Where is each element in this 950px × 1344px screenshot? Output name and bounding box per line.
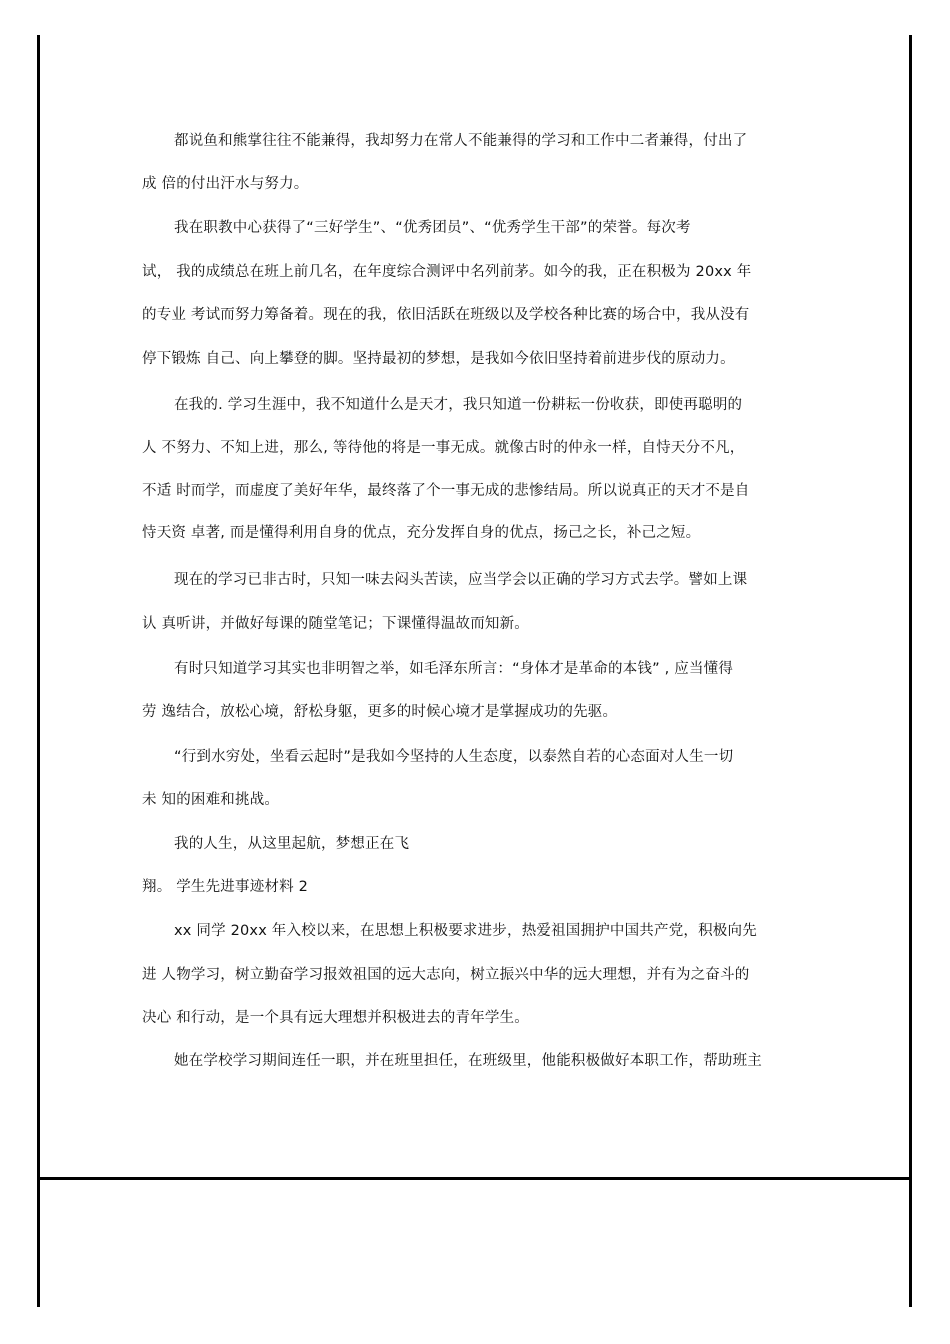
paragraph-line: 未 知的困难和挑战。 xyxy=(142,792,280,808)
paragraph-line: 进 人物学习，树立勤奋学习报效祖国的远大志向，树立振兴中华的远大理想，并有为之奋斗的 xyxy=(142,967,750,983)
paragraph-line: 不适 时而学，而虚度了美好年华，最终落了个一事无成的悲惨结局。所以说真正的天才不是自 xyxy=(142,483,750,499)
page-border-left xyxy=(37,35,40,1307)
paragraph-line: 的专业 考试而努力筹备着。现在的我，依旧活跃在班级以及学校各种比赛的场合中，我从没有 xyxy=(142,307,750,323)
paragraph-line: 现在的学习已非古时，只知一味去闷头苦读，应当学会以正确的学习方式去学。譬如上课 xyxy=(174,572,748,588)
page-border-right xyxy=(909,35,912,1307)
paragraph-line: 我的人生，从这里起航，梦想正在飞 xyxy=(174,836,410,852)
paragraph-line: 成 倍的付出汗水与努力。 xyxy=(142,176,309,192)
paragraph-line: 劳 逸结合，放松心境，舒松身躯，更多的时候心境才是掌握成功的先驱。 xyxy=(142,704,618,720)
paragraph-line: 恃天资 卓著, 而是懂得利用自身的优点，充分发挥自身的优点，扬己之长，补己之短。 xyxy=(142,525,701,541)
paragraph-line: 都说鱼和熊掌往往不能兼得，我却努力在常人不能兼得的学习和工作中二者兼得，付出了 xyxy=(174,133,748,149)
paragraph-line: 她在学校学习期间连任一职，并在班里担任，在班级里，他能积极做好本职工作，帮助班主 xyxy=(174,1053,762,1069)
section-heading-line: 翔。 学生先进事迹材料 2 xyxy=(142,879,309,895)
paragraph-line: 在我的. 学习生涯中，我不知道什么是天才，我只知道一份耕耘一份收获，即使再聪明的 xyxy=(174,397,743,413)
paragraph-line: 有时只知道学习其实也非明智之举，如毛泽东所言：“身体才是革命的本钱” , 应当懂得 xyxy=(174,661,734,677)
page-border-bottom xyxy=(37,1177,912,1180)
paragraph-line: 决心 和行动，是一个具有远大理想并积极进去的青年学生。 xyxy=(142,1010,530,1026)
paragraph-line: 人 不努力、不知上进，那么, 等待他的将是一事无成。就像古时的仲永一样，自恃天分不凡， xyxy=(142,440,745,456)
paragraph-line: 我在职教中心获得了“三好学生”、“优秀团员”、“优秀学生干部”的荣誉。每次考 xyxy=(174,220,691,236)
paragraph-line: 停下锻炼 自己、向上攀登的脚。坚持最初的梦想，是我如今依旧坚持着前进步伐的原动力。 xyxy=(142,351,735,367)
paragraph-line: xx 同学 20xx 年入校以来，在思想上积极要求进步，热爱祖国拥护中国共产党，积极向先 xyxy=(174,923,757,939)
paragraph-line: 试， 我的成绩总在班上前几名，在年度综合测评中名列前茅。如今的我，正在积极为 20xx 年 xyxy=(142,264,752,280)
paragraph-line: 认 真听讲，并做好每课的随堂笔记；下课懂得温故而知新。 xyxy=(142,616,530,632)
paragraph-line: “行到水穷处，坐看云起时”是我如今坚持的人生态度，以泰然自若的心态面对人生一切 xyxy=(174,749,734,765)
